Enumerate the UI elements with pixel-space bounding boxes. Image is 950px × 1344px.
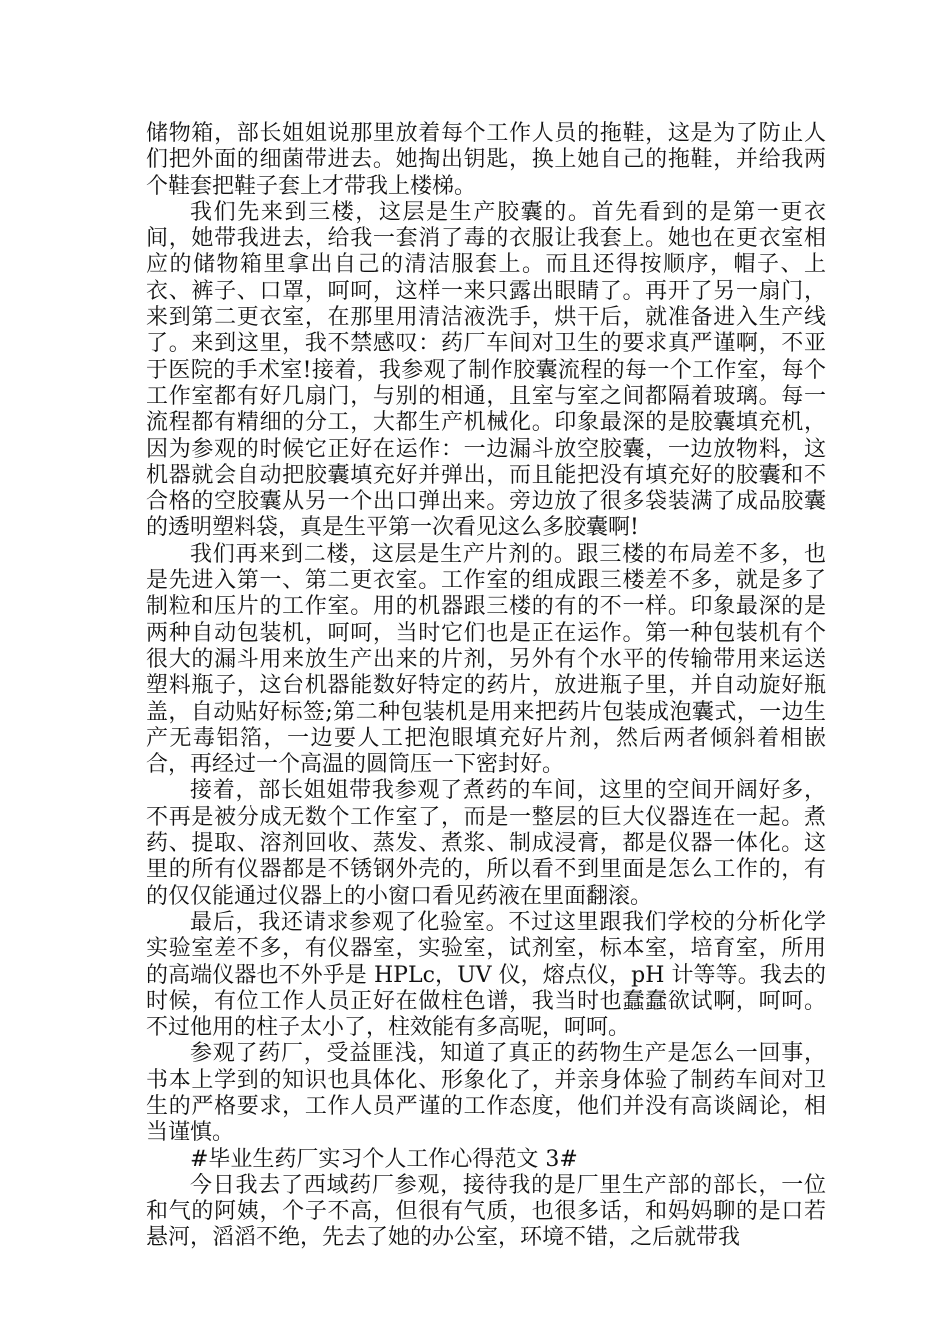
paragraph-conclusion: 参观了药厂，受益匪浅，知道了真正的药物生产是怎么一回事，书本上学到的知识也具体化、形象化了，并亲身体验了制药车间对卫生的严格要求，工作人员严谨的工作态度，他们并没有高谈阔论，相当谨慎。 — [146, 1041, 826, 1146]
paragraph-third-floor-capsules: 我们先来到三楼，这层是生产胶囊的。首先看到的是第一更衣间，她带我进去，给我一套消了毒的衣服让我套上。她也在更衣室相应的储物箱里拿出自己的清洁服套上。而且还得按顺序，帽子、上衣、裤子、口罩，呵呵，这样一来只露出眼睛了。再开了另一扇门，来到第二更衣室，在那里用清洁液洗手，烘干后，就准备进入生产线了。来到这里，我不禁感叹：药厂车间对卫生的要求真严谨啊，不亚于医院的手术室!接着，我参观了制作胶囊流程的每一个工作室，每个工作室都有好几扇门，与别的相通，且室与室之间都隔着玻璃。每一流程都有精细的分工，大都生产机械化。印象最深的是胶囊填充机，因为参观的时候它正好在运作：一边漏斗放空胶囊，一边放物料，这机器就会自动把胶囊填充好并弹出，而且能把没有填充好的胶囊和不合格的空胶囊从另一个出口弹出来。旁边放了很多袋装满了成品胶囊的透明塑料袋，真是生平第一次看见这么多胶囊啊! — [146, 199, 826, 541]
paragraph-xiyu-visit: 今日我去了西域药厂参观，接待我的是厂里生产部的部长，一位和气的阿姨，个子不高，但很有气质，也很多话，和妈妈聊的是口若悬河，滔滔不绝，先去了她的办公室，环境不错，之后就带我 — [146, 1172, 826, 1251]
paragraph-second-floor-tablets: 我们再来到二楼，这层是生产片剂的。跟三楼的布局差不多，也是先进入第一、第二更衣室。工作室的组成跟三楼差不多，就是多了制粒和压片的工作室。用的机器跟三楼的有的不一样。印象最深的是两种自动包装机，呵呵，当时它们也是正在运作。第一种包装机有个很大的漏斗用来放生产出来的片剂，另外有个水平的传输带用来运送塑料瓶子，这台机器能数好特定的药片，放进瓶子里，并自动旋好瓶盖，自动贴好标签;第二种包装机是用来把药片包装成泡囊式，一边生产无毒铝箔，一边要人工把泡眼填充好片剂，然后两者倾斜着相嵌合，再经过一个高温的圆筒压一下密封好。 — [146, 541, 826, 778]
paragraph-storage-slippers: 储物箱，部长姐姐说那里放着每个工作人员的拖鞋，这是为了防止人们把外面的细菌带进去。她掏出钥匙，换上她自己的拖鞋，并给我两个鞋套把鞋子套上才带我上楼梯。 — [146, 121, 826, 199]
paragraph-laboratory: 最后，我还请求参观了化验室。不过这里跟我们学校的分析化学实验室差不多，有仪器室，实验室，试剂室，标本室，培育室，所用的高端仪器也不外乎是 HPLc，UV 仪，熔点仪，pH 计等等。我去的时候，有位工作人员正好在做柱色谱，我当时也蠢蠢欲试啊，呵呵。不过他用的柱子太小了，柱效能有多高呢，呵呵。 — [146, 909, 826, 1041]
section-heading: #毕业生药厂实习个人工作心得范文 3# — [190, 1146, 578, 1172]
document-body — [146, 121, 826, 1252]
paragraph-decoction-workshop: 接着，部长姐姐带我参观了煮药的车间，这里的空间开阔好多，不再是被分成无数个工作室了，而是一整层的巨大仪器连在一起。煮药、提取、溶剂回收、蒸发、煮浆、制成浸膏，都是仪器一体化。这里的所有仪器都是不锈钢外壳的，所以看不到里面是怎么工作的，有的仅仅能通过仪器上的小窗口看见药液在里面翻滚。 — [146, 778, 826, 909]
